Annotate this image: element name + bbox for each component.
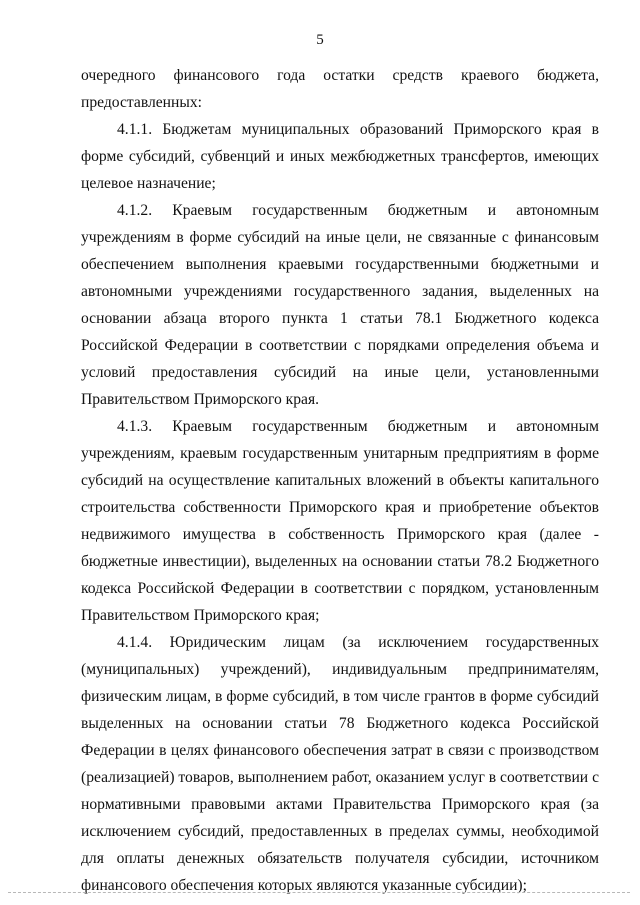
paragraph-4-1-1: 4.1.1. Бюджетам муниципальных образований Приморского края в форме субсидий, субвенций и иных межбюджетных трансфертов, имеющих целевое назначение; <box>81 121 599 192</box>
page-number: 5 <box>316 32 324 48</box>
paragraph-4-1-3: 4.1.3. Краевым государственным бюджетным и автономным учреждениям, краевым государственным унитарным предприятиям в форме субсидий на осуществление капитальных вложений в объекты капитального строительства собственности Приморского края и приобретение объектов недвижимого имущества в собственность Приморского края (далее - бюджетные инвестиции), выделенных на основании статьи 78.2 Бюджетного кодекса Российской Федерации в соответствии с порядком, установленным Правительством Приморского края; <box>81 418 599 624</box>
scan-artifact-line <box>8 892 630 893</box>
document-body <box>81 62 599 899</box>
paragraph-continuation: очередного финансового года остатки средств краевого бюджета, предоставленных: <box>81 67 599 111</box>
paragraph-4-1-4: 4.1.4. Юридическим лицам (за исключением государственных (муниципальных) учреждений), индивидуальным предпринимателям, физическим лицам, в форме субсидий, в том числе грантов в форме субсидий выделенных на основании статьи 78 Бюджетного кодекса Российской Федерации в целях финансового обеспечения затрат в связи с производством (реализацией) товаров, выполнением работ, оказанием услуг в соответствии с нормативными правовыми актами Правительства Приморского края (за исключением субсидий, предоставленных в пределах суммы, необходимой для оплаты денежных обязательств получателя субсидии, источником финансового обеспечения которых являются указанные субсидии); <box>81 634 599 894</box>
paragraph-4-1-2: 4.1.2. Краевым государственным бюджетным и автономным учреждениям в форме субсидий на иные цели, не связанные с финансовым обеспечением выполнения краевыми государственными бюджетными и автономными учреждениями государственного задания, выделенных на основании абзаца второго пункта 1 статьи 78.1 Бюджетного кодекса Российской Федерации в соответствии с порядками определения объема и условий предоставления субсидий на иные цели, установленными Правительством Приморского края. <box>81 202 599 408</box>
